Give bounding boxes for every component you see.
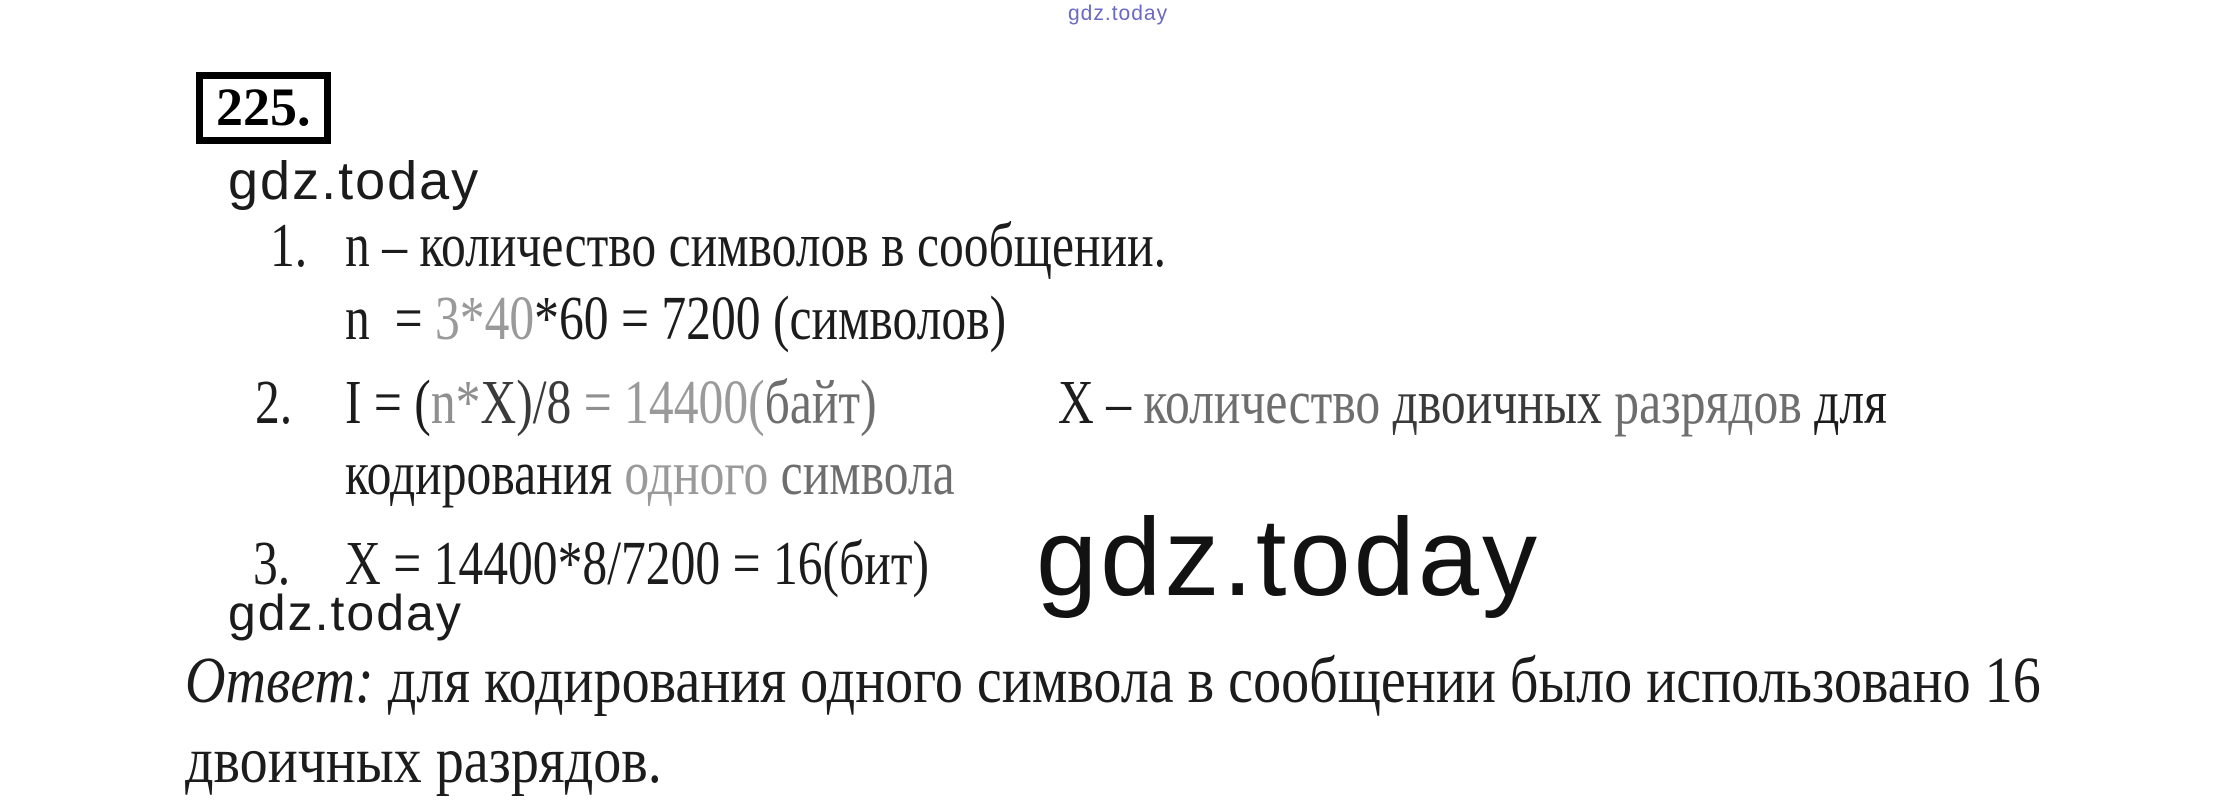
answer-line-2: двоичных разрядов.: [185, 724, 662, 797]
step3-formula: X = 14400*8/7200 = 16(бит): [345, 530, 930, 598]
step2-n5: для: [1814, 369, 1887, 437]
step2-f3: X)/8: [480, 369, 572, 437]
list-marker-3: 3.: [253, 530, 291, 598]
step2-f4: =: [571, 369, 625, 437]
list-marker-1: 1.: [270, 212, 308, 280]
site-watermark-small-1: gdz.today: [228, 151, 481, 211]
answer-line-1: [185, 644, 2041, 717]
step1-definition: n – количество символов в сообщении.: [345, 212, 1167, 280]
step2-note: [1058, 369, 1887, 437]
step2-formula: [345, 369, 877, 437]
step2-note-continuation: [345, 440, 955, 508]
step2-n3: двоичных: [1392, 369, 1615, 437]
step2-n2: количество: [1143, 369, 1393, 437]
step2-n4: разрядов: [1614, 369, 1815, 437]
answer-text: для кодирования одного символа в сообщении было использовано 16: [373, 644, 2041, 717]
step2-c3: символа: [780, 440, 955, 508]
site-watermark-large: gdz.today: [1036, 496, 1541, 619]
site-watermark-top: gdz.today: [1068, 2, 1169, 25]
step1-calc-pre: n =: [345, 285, 435, 353]
site-watermark-small-2: gdz.today: [228, 585, 463, 641]
list-marker-2: 2.: [255, 369, 293, 437]
step1-calc-post: *60 = 7200 (символов): [534, 285, 1007, 353]
step2-f5: 14400(: [624, 369, 765, 437]
problem-number-box: [196, 72, 331, 144]
step2-f1: I = (: [345, 369, 431, 437]
answer-label: Ответ:: [185, 644, 374, 717]
step2-f6: байт): [764, 369, 877, 437]
step2-c2: одного: [624, 440, 781, 508]
step1-calculation: [345, 285, 1007, 353]
step2-c1: кодирования: [345, 440, 625, 508]
step2-f2: n*: [430, 369, 481, 437]
step1-calc-faded: 3*40: [434, 285, 535, 353]
step2-n1: X –: [1058, 369, 1144, 437]
problem-number: 225.: [216, 77, 311, 137]
